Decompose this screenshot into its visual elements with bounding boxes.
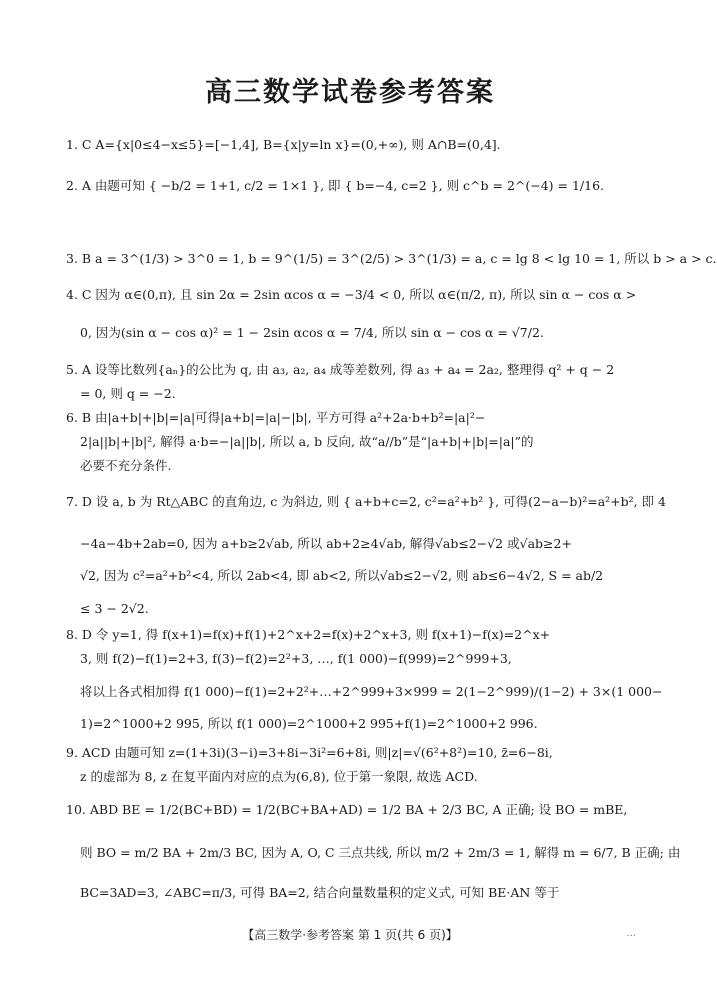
answer-line: 7. D 设 a, b 为 Rt△ABC 的直角边, c 为斜边, 则 { a+b+c=2, c²=a²+b² }, 可得(2−a−b)²=a²+b², 即 4 — [66, 494, 667, 509]
answer-line: 则 BO = m/2 BA + 2m/3 BC, 因为 A, O, C 三点共线, 所以 m/2 + 2m/3 = 1, 解得 m = 6/7, B 正确; 由 — [80, 845, 681, 860]
answer-line: −4a−4b+2ab=0, 因为 a+b≥2√ab, 所以 ab+2≥4√ab, 解得√ab≤2−√2 或√ab≥2+ — [80, 536, 572, 551]
answer-line: 9. ACD 由题可知 z=(1+3i)(3−i)=3+8i−3i²=6+8i, 则|z|=√(6²+8²)=10, z̄=6−8i, — [66, 745, 553, 760]
answer-line: 6. B 由|a+b|+|b|=|a|可得|a+b|=|a|−|b|, 平方可得 a²+2a·b+b²=|a|²− — [66, 410, 486, 425]
answer-line: 必要不充分条件. — [80, 458, 172, 473]
answer-line: = 0, 则 q = −2. — [80, 386, 176, 401]
answer-line: 2|a||b|+|b|², 解得 a·b=−|a||b|, 所以 a, b 反向, 故“a//b”是“|a+b|+|b|=|a|”的 — [80, 434, 534, 449]
answer-line: 4. C 因为 α∈(0,π), 且 sin 2α = 2sin αcos α = −3/4 < 0, 所以 α∈(π/2, π), 所以 sin α − cos α > — [66, 287, 637, 302]
answer-line: 将以上各式相加得 f(1 000)−f(1)=2+2²+…+2^999+3×999 = 2(1−2^999)/(1−2) + 3×(1 000− — [80, 684, 663, 699]
answer-line: 5. A 设等比数列{aₙ}的公比为 q, 由 a₃, a₂, a₄ 成等差数列, 得 a₃ + a₄ = 2a₂, 整理得 q² + q − 2 — [66, 362, 615, 377]
page-footer: 【高三数学·参考答案 第 1 页(共 6 页)】 — [242, 928, 458, 942]
answer-line: z 的虚部为 8, z 在复平面内对应的点为(6,8), 位于第一象限, 故选 ACD. — [80, 769, 478, 784]
answer-line: 1)=2^1000+2 995, 所以 f(1 000)=2^1000+2 995+f(1)=2^1000+2 996. — [80, 716, 538, 731]
answer-line: 2. A 由题可知 { −b/2 = 1+1, c/2 = 1×1 }, 即 { b=−4, c=2 }, 则 c^b = 2^(−4) = 1/16. — [66, 178, 605, 193]
answer-line: 3. B a = 3^(1/3) > 3^0 = 1, b = 9^(1/5) = 3^(2/5) > 3^(1/3) = a, c = lg 8 < lg 10 = 1, 所以 b > a > c. — [66, 251, 717, 266]
page-title: 高三数学试卷参考答案 — [205, 77, 495, 108]
answer-line: 3, 则 f(2)−f(1)=2+3, f(3)−f(2)=2²+3, …, f(1 000)−f(999)=2^999+3, — [80, 651, 512, 666]
answer-line: 10. ABD BE = 1/2(BC+BD) = 1/2(BC+BA+AD) = 1/2 BA + 2/3 BC, A 正确; 设 BO = mBE, — [66, 802, 628, 817]
answer-line: ≤ 3 − 2√2. — [80, 601, 149, 616]
footer-mark: ... — [626, 928, 636, 939]
answer-line: BC=3AD=3, ∠ABC=π/3, 可得 BA=2, 结合向量数量积的定义式, 可知 BE·AN 等于 — [80, 885, 560, 900]
answer-line: 8. D 令 y=1, 得 f(x+1)=f(x)+f(1)+2^x+2=f(x)+2^x+3, 则 f(x+1)−f(x)=2^x+ — [66, 627, 551, 642]
answer-line: √2, 因为 c²=a²+b²<4, 所以 2ab<4, 即 ab<2, 所以√ab≤2−√2, 则 ab≤6−4√2, S = ab/2 — [80, 568, 604, 583]
answer-line: 0, 因为(sin α − cos α)² = 1 − 2sin αcos α = 7/4, 所以 sin α − cos α = √7/2. — [80, 325, 544, 340]
answer-line: 1. C A={x|0≤4−x≤5}=[−1,4], B={x|y=ln x}=(0,+∞), 则 A∩B=(0,4]. — [66, 137, 501, 152]
